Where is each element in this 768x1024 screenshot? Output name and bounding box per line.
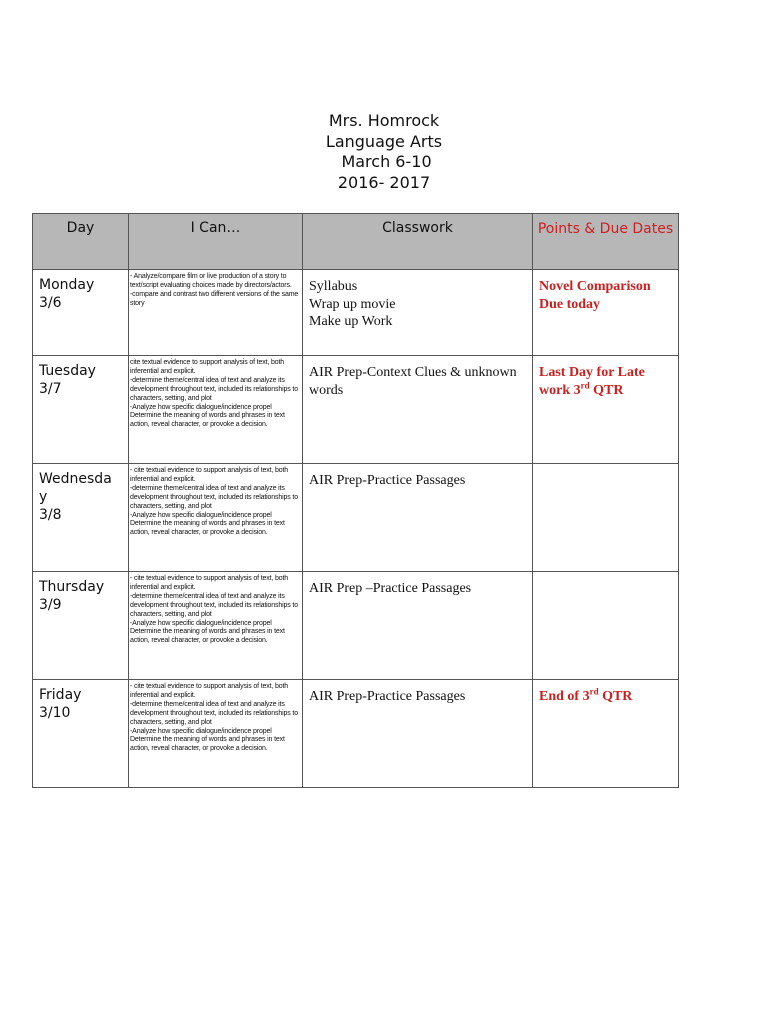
day-cell: Wednesda y 3/8 <box>39 471 112 523</box>
subject-name: Language Arts <box>325 131 443 151</box>
i-can-cell: - cite textual evidence to support analysis of text, both inferential and explicit. -determine theme/central idea of text and analyze its development throughout text, included its relationships to characters, setting, and plot -Analyze how specific dialogue/incidence propel Determine the meaning of words and phrases in text action, reveal character, or provoke a decision. <box>130 575 298 645</box>
i-can-cell: - cite textual evidence to support analysis of text, both inferential and explicit. -determine theme/central idea of text and analyze its development throughout text, included its relationships to characters, setting, and plot -Analyze how specific dialogue/incidence propel Determine the meaning of words and phrases in text action, reveal character, or provoke a decision. <box>130 467 298 537</box>
classwork-cell: Syllabus Wrap up movie Make up Work <box>309 279 396 329</box>
table-row <box>33 356 679 464</box>
due-cell <box>533 270 678 314</box>
i-can-cell: - cite textual evidence to support analysis of text, both inferential and explicit. -determine theme/central idea of text and analyze its development throughout text, included its relationships to characters, setting, and plot -Analyze how specific dialogue/incidence propel Determine the meaning of words and phrases in text action, reveal character, or provoke a decision. <box>130 683 298 753</box>
classwork-cell: AIR Prep-Practice Passages <box>309 473 466 488</box>
school-year: 2016- 2017 <box>337 172 431 192</box>
due-text: Novel Comparison Due today <box>539 279 651 312</box>
i-can-cell: - Analyze/compare film or live production of a story to text/script evaluating choices made by directors/actors. -compare and contrast two different versions of the same story <box>130 273 299 307</box>
due-cell <box>533 356 678 400</box>
column-header-classwork: Classwork <box>303 214 533 270</box>
table-row <box>33 464 679 572</box>
table-row <box>33 270 679 356</box>
due-text: Last Day for Late work 3 <box>539 365 645 398</box>
due-cell <box>533 572 678 580</box>
column-header-i-can: I Can… <box>129 214 303 270</box>
column-header-day: Day <box>33 214 129 270</box>
due-text-suffix: QTR <box>598 689 633 704</box>
due-text: End of 3 <box>539 689 590 704</box>
week-dates: March 6-10 <box>336 152 432 171</box>
document-title <box>0 111 768 193</box>
classwork-cell: AIR Prep-Practice Passages <box>309 689 466 704</box>
day-cell: Thursday 3/9 <box>39 579 105 613</box>
day-cell: Monday 3/6 <box>39 277 95 311</box>
due-cell <box>533 680 678 706</box>
i-can-cell: cite textual evidence to support analysis of text, both inferential and explicit. -determine theme/central idea of text and analyze its development throughout text, included its relationships to characters, setting, and plot -Analyze how specific dialogue/incidence propel Determine the meaning of words and phrases in text action, reveal character, or provoke a decision. <box>130 359 298 429</box>
classwork-cell: AIR Prep –Practice Passages <box>309 581 472 596</box>
column-header-due-dates: Points & Due Dates <box>533 214 679 270</box>
table-row <box>33 680 679 788</box>
due-cell <box>533 464 678 472</box>
due-text-suffix: QTR <box>589 383 624 398</box>
lesson-plan-table <box>32 213 679 788</box>
due-superscript: rd <box>580 380 590 391</box>
table-row <box>33 572 679 680</box>
day-cell: Tuesday 3/7 <box>39 363 96 397</box>
due-superscript: rd <box>589 686 599 697</box>
classwork-cell: AIR Prep-Context Clues & unknown words <box>309 365 517 398</box>
day-cell: Friday 3/10 <box>39 687 82 721</box>
table-header-row <box>33 214 679 270</box>
teacher-name: Mrs. Homrock <box>328 111 440 130</box>
